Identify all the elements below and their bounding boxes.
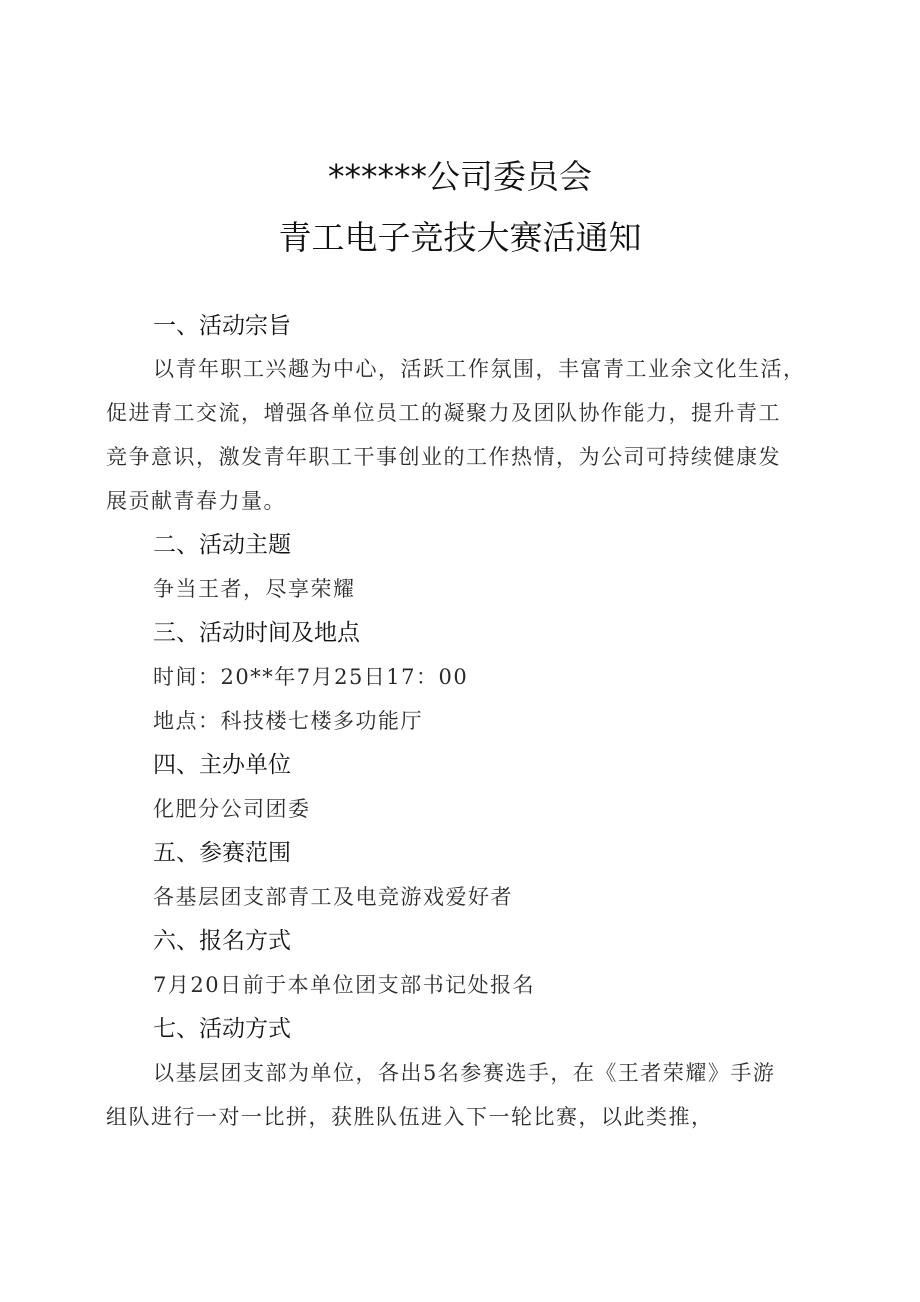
section-text-line: 争当王者，尽享荣耀	[153, 577, 356, 601]
section-text-line: 7月20日前于本单位团支部书记处报名	[153, 973, 536, 997]
section-text-time: 时间：20**年7月25日17：00	[153, 665, 469, 689]
section-heading-theme: 二、活动主题	[153, 532, 291, 558]
section-text-line: 组队进行一对一比拼，获胜队伍进入下一轮比赛，以此类推，	[106, 1105, 714, 1129]
section-heading-time-place: 三、活动时间及地点	[153, 620, 360, 646]
section-text-line: 各基层团支部青工及电竞游戏爱好者	[153, 885, 513, 909]
section-text-line: 竞争意识，激发青年职工干事创业的工作热情，为公司可持续健康发	[106, 445, 781, 469]
section-text-line: 以青年职工兴趣为中心，活跃工作氛围，丰富青工业余文化生活，	[153, 357, 806, 381]
section-text-line: 展贡献青春力量。	[106, 489, 286, 513]
section-heading-format: 七、活动方式	[153, 1016, 291, 1042]
document-title-org: ******公司委员会	[328, 157, 592, 196]
section-heading-scope: 五、参赛范围	[153, 840, 291, 866]
section-heading-registration: 六、报名方式	[153, 928, 291, 954]
section-heading-organizer: 四、主办单位	[153, 752, 291, 778]
section-text-line: 化肥分公司团委	[153, 797, 311, 821]
document-title-notice: 青工电子竞技大赛活通知	[278, 218, 642, 257]
section-text-place: 地点：科技楼七楼多功能厅	[153, 709, 423, 733]
section-text-line: 以基层团支部为单位，各出5名参赛选手，在《王者荣耀》手游	[153, 1061, 776, 1085]
section-heading-purpose: 一、活动宗旨	[153, 313, 291, 339]
section-text-line: 促进青工交流，增强各单位员工的凝聚力及团队协作能力，提升青工	[106, 401, 781, 425]
